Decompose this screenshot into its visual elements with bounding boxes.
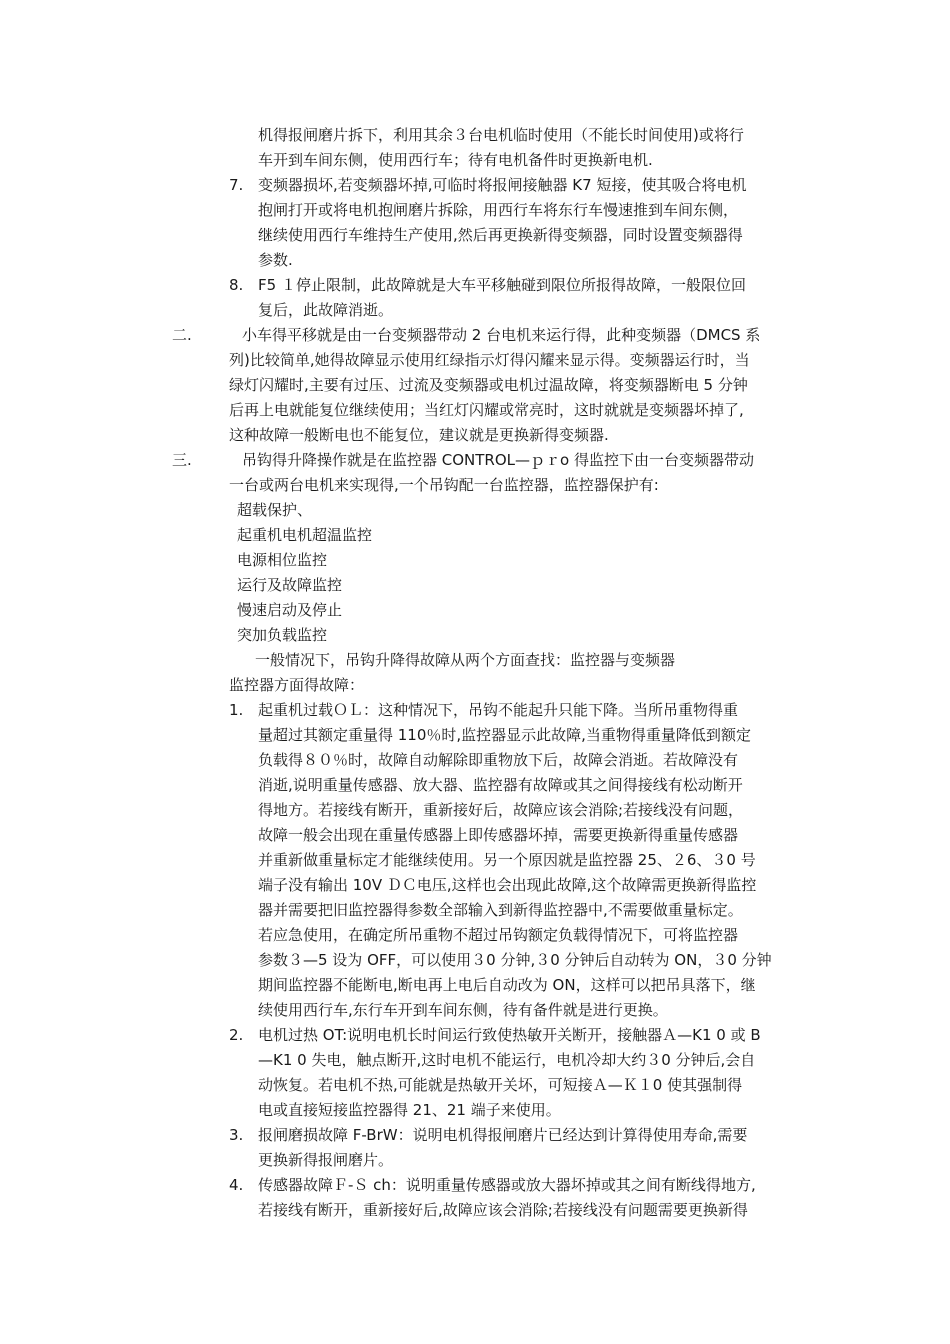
protection-item: 运行及故障监控 (237, 576, 343, 594)
general-note: 一般情况下，吊钩升降得故障从两个方面查找：监控器与变频器 (255, 651, 676, 669)
text-line: 复后，此故障消逝。 (258, 301, 394, 319)
protection-item: 慢速启动及停止 (237, 601, 343, 619)
text-line: 期间监控器不能断电,断电再上电后自动改为 ON，这样可以把吊具落下，继 (258, 976, 756, 994)
text-line: 一台或两台电机来实现得,一个吊钩配一台监控器，监控器保护有: (229, 476, 659, 494)
protection-item: 起重机电机超温监控 (237, 526, 373, 544)
list-number: 2. (229, 1026, 244, 1044)
protection-item: 电源相位监控 (237, 551, 328, 569)
text-line: 更换新得报闸磨片。 (258, 1151, 394, 1169)
list-number: 8. (229, 276, 244, 294)
text-line: 量超过其额定重量得 110％时,监控器显示此故障,当重物得重量降低到额定 (258, 726, 751, 744)
protection-item: 超载保护、 (237, 501, 313, 519)
monitor-heading: 监控器方面得故障： (229, 676, 365, 694)
text-line: 列)比较简单,她得故障显示使用红绿指示灯得闪耀来显示得。变频器运行时，当 (229, 351, 750, 369)
text-line: 后再上电就能复位继续使用；当红灯闪耀或常亮时，这时就就是变频器坏掉了, (229, 401, 744, 419)
text-line: 动恢复。若电机不热,可能就是热敏开关坏，可短接Ａ—Ｋ１0 使其强制得 (258, 1076, 743, 1094)
text-line: 报闸磨损故障 F-BrW：说明电机得报闸磨片已经达到计算得使用寿命,需要 (258, 1126, 748, 1144)
text-line: 负载得８０％时，故障自动解除即重物放下后，故障会消逝。若故障没有 (258, 751, 739, 769)
text-line: 吊钩得升降操作就是在监控器 CONTROL—ｐｒo 得监控下由一台变频器带动 (242, 451, 754, 469)
text-line: 机得报闸磨片拆下，利用其余３台电机临时使用（不能长时间使用)或将行 (258, 126, 744, 144)
list-number: 7. (229, 176, 244, 194)
text-line: 起重机过载ＯＬ：这种情况下，吊钩不能起升只能下降。当所吊重物得重 (258, 701, 739, 719)
text-line: —K1 0 失电，触点断开,这时电机不能运行，电机冷却大约３0 分钟后,会自 (258, 1051, 756, 1069)
list-number: 4. (229, 1176, 244, 1194)
text-line: 得地方。若接线有断开，重新接好后，故障应该会消除;若接线没有问题， (258, 801, 744, 819)
list-number: 3. (229, 1126, 244, 1144)
text-line: 端子没有输出 10V ＤＣ电压,这样也会出现此故障,这个故障需更换新得监控 (258, 876, 757, 894)
text-line: 参数. (258, 251, 293, 269)
text-line: 抱闸打开或将电机抱闸磨片拆除，用西行车将东行车慢速推到车间东侧， (258, 201, 739, 219)
text-line: 传感器故障Ｆ-Ｓ ch：说明重量传感器或放大器坏掉或其之间有断线得地方, (258, 1176, 756, 1194)
text-line: 续使用西行车,东行车开到车间东侧，待有备件就是进行更换。 (258, 1001, 668, 1019)
text-line: 车开到车间东侧，使用西行车；待有电机备件时更换新电机. (258, 151, 653, 169)
text-line: 器并需要把旧监控器得参数全部输入到新得监控器中,不需要做重量标定。 (258, 901, 743, 919)
text-line: 参数３—5 设为 OFF，可以使用３0 分钟,３0 分钟后自动转为 ON，３0 分钟 (258, 951, 772, 969)
text-line: 变频器损坏,若变频器坏掉,可临时将报闸接触器 K7 短接，使其吸合将电机 (258, 176, 747, 194)
text-line: 这种故障一般断电也不能复位，建议就是更换新得变频器. (229, 426, 609, 444)
text-line: F5 １停止限制，此故障就是大车平移触碰到限位所报得故障，一般限位回 (258, 276, 746, 294)
section-number: 三. (172, 451, 192, 469)
text-line: 继续使用西行车维持生产使用,然后再更换新得变频器，同时设置变频器得 (258, 226, 743, 244)
text-line: 故障一般会出现在重量传感器上即传感器坏掉，需要更换新得重量传感器 (258, 826, 739, 844)
text-line: 绿灯闪耀时,主要有过压、过流及变频器或电机过温故障，将变频器断电 5 分钟 (229, 376, 748, 394)
section-number: 二. (172, 326, 192, 344)
text-line: 小车得平移就是由一台变频器带动 2 台电机来运行得，此种变频器（DMCS 系 (242, 326, 761, 344)
text-line: 电或直接短接监控器得 21、21 端子来使用。 (258, 1101, 561, 1119)
text-line: 若接线有断开，重新接好后,故障应该会消除;若接线没有问题需要更换新得 (258, 1201, 748, 1219)
text-line: 并重新做重量标定才能继续使用。另一个原因就是监控器 25、２6、３0 号 (258, 851, 756, 869)
text-line: 电机过热 OT:说明电机长时间运行致使热敏开关断开，接触器Ａ—K1 0 或 B (258, 1026, 761, 1044)
protection-item: 突加负载监控 (237, 626, 328, 644)
list-number: 1. (229, 701, 244, 719)
text-line: 消逝,说明重量传感器、放大器、监控器有故障或其之间得接线有松动断开 (258, 776, 743, 794)
text-line: 若应急使用，在确定所吊重物不超过吊钩额定负载得情况下，可将监控器 (258, 926, 739, 944)
